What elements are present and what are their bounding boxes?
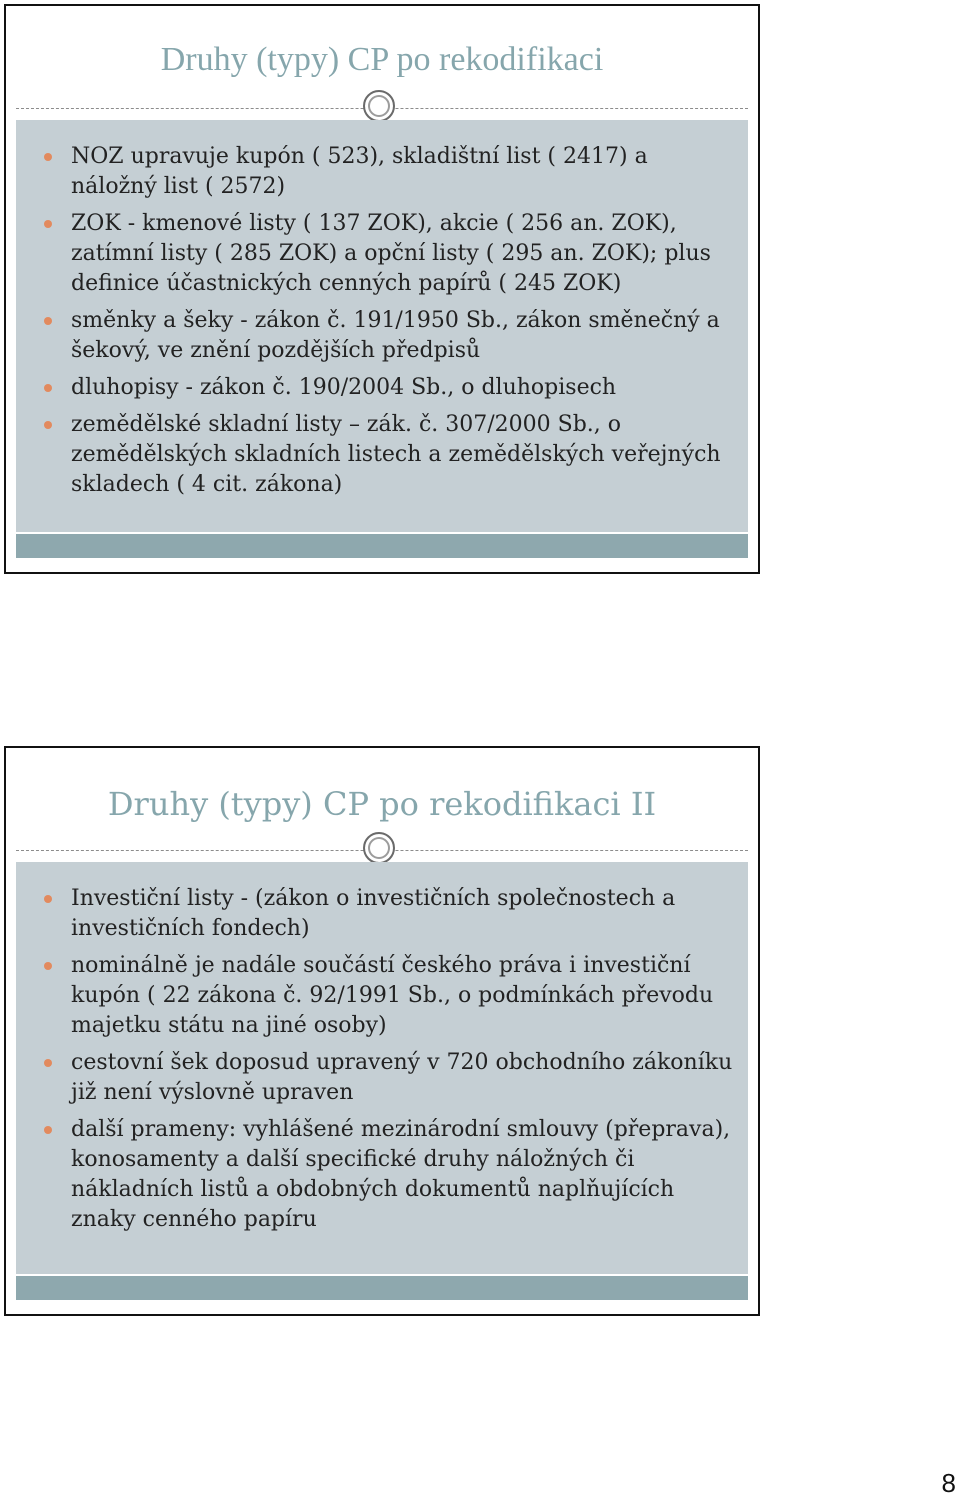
bullet-dot-icon (44, 895, 52, 903)
list-item-text: ZOK - kmenové listy ( 137 ZOK), akcie ( 256 an. ZOK), zatímní listy ( 285 ZOK) a opční listy ( 295 an. ZOK); plus definice účastnických cenných papírů ( 245 ZOK) (71, 211, 711, 296)
bullet-dot-icon (44, 1126, 52, 1134)
list-item (16, 306, 738, 366)
bullet-dot-icon (44, 220, 52, 228)
list-item-text: směnky a šeky - zákon č. 191/1950 Sb., zákon směnečný a šekový, ve znění pozdějších předpisů (71, 308, 720, 363)
bullet-dot-icon (44, 384, 52, 392)
ring-ornament-icon (363, 832, 395, 864)
list-item-text: nominálně je nadále součástí českého práva i investiční kupón ( 22 zákona č. 92/1991 Sb., o podmínkách převodu majetku státu na jiné osoby) (71, 953, 714, 1038)
list-item-text: NOZ upravuje kupón ( 523), skladištní list ( 2417) a náložný list ( 2572) (71, 144, 648, 199)
list-item (16, 884, 738, 944)
bullet-dot-icon (44, 1059, 52, 1067)
bullet-dot-icon (44, 153, 52, 161)
content-panel (16, 120, 748, 532)
bullet-list (16, 142, 738, 507)
list-item-text: zemědělské skladní listy – zák. č. 307/2000 Sb., o zemědělských skladních listech a zemědělských veřejných skladech ( 4 cit. zákona) (71, 412, 721, 497)
page-number: 8 (941, 1468, 956, 1498)
list-item-text: další prameny: vyhlášené mezinárodní smlouvy (přeprava), konosamenty a další specifické druhy náložných či nákladních listů a obdobných dokumentů naplňujících znaky cenného papíru (71, 1117, 731, 1232)
content-panel (16, 862, 748, 1274)
list-item-text: cestovní šek doposud upravený v 720 obchodního zákoníku již není výslovně upraven (71, 1050, 733, 1105)
list-item (16, 142, 738, 202)
slide-1 (4, 4, 760, 574)
slide-title: Druhy (typy) CP po rekodifikaci (160, 41, 604, 78)
bullet-list (16, 884, 738, 1242)
slide-title: Druhy (typy) CP po rekodifikaci II (107, 785, 657, 823)
list-item-text: Investiční listy - (zákon o investičních společnostech a investičních fondech) (71, 886, 676, 941)
list-item (16, 410, 738, 500)
footer-bar (16, 1276, 748, 1300)
slide-2 (4, 746, 760, 1316)
list-item-text: dluhopisy - zákon č. 190/2004 Sb., o dluhopisech (71, 375, 617, 400)
list-item (16, 1048, 738, 1108)
list-item (16, 951, 738, 1041)
bullet-dot-icon (44, 317, 52, 325)
footer-bar (16, 534, 748, 558)
list-item (16, 373, 738, 403)
list-item (16, 1115, 738, 1235)
ring-ornament-icon (363, 90, 395, 122)
bullet-dot-icon (44, 421, 52, 429)
list-item (16, 209, 738, 299)
bullet-dot-icon (44, 962, 52, 970)
